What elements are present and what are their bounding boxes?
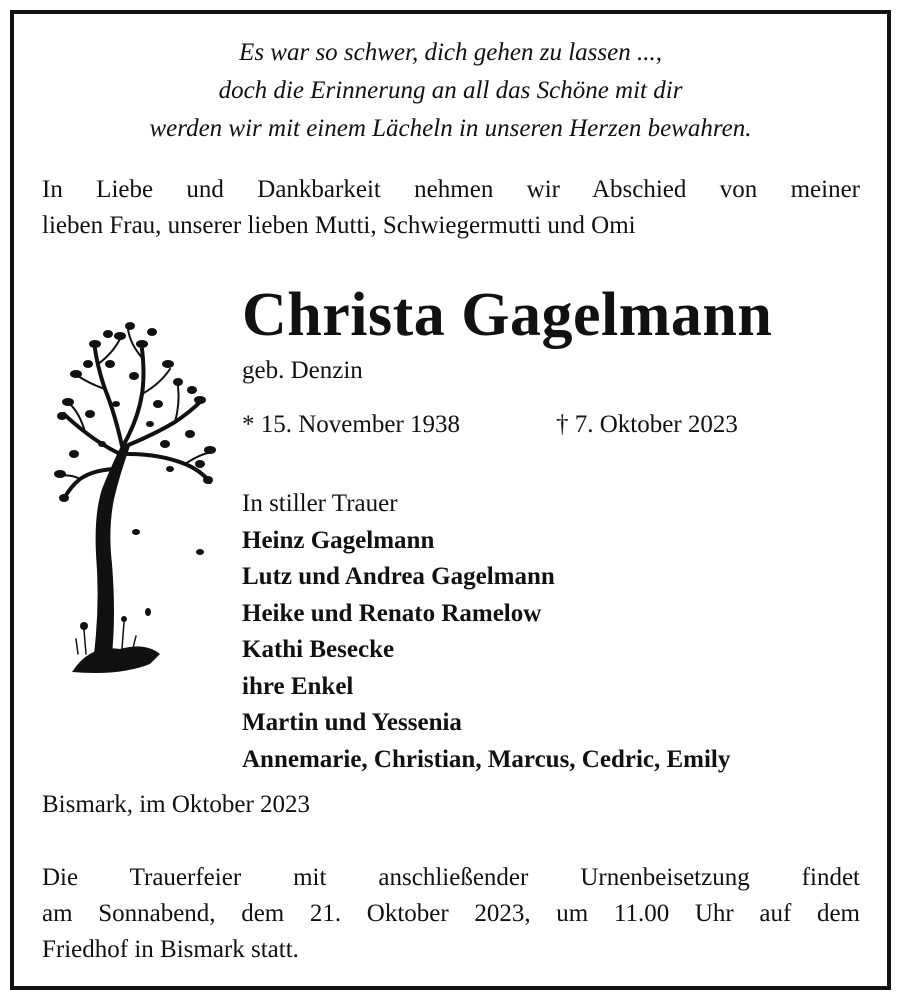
birth-date: * 15. November 1938 bbox=[242, 411, 461, 438]
ceremony-line: am Sonnabend, dem 21. Oktober 2023, um 11.00 Uhr auf dem bbox=[42, 900, 860, 927]
intro-line: lieben Frau, unserer lieben Mutti, Schwiegermutti und Omi bbox=[42, 212, 636, 239]
deceased-name: Christa Gagelmann bbox=[242, 281, 773, 349]
ceremony-line: Die Trauerfeier mit anschließender Urnenbeisetzung findet bbox=[42, 864, 860, 891]
mourner-name: Lutz und Andrea Gagelmann bbox=[242, 563, 555, 590]
birth-name: geb. Denzin bbox=[242, 357, 363, 384]
ceremony-line: Friedhof in Bismark statt. bbox=[42, 936, 299, 963]
tree-silhouette-icon bbox=[50, 304, 220, 684]
death-date: † 7. Oktober 2023 bbox=[556, 411, 738, 438]
poem bbox=[14, 34, 887, 148]
mourner-name: Kathi Besecke bbox=[242, 636, 395, 663]
poem-line: werden wir mit einem Lächeln in unseren Herzen bewahren. bbox=[149, 115, 752, 142]
place-date: Bismark, im Oktober 2023 bbox=[42, 791, 311, 818]
intro-text bbox=[42, 172, 860, 244]
mourner-name: Heinz Gagelmann bbox=[242, 526, 435, 554]
poem-line: doch die Erinnerung an all das Schöne mit dir bbox=[218, 77, 683, 104]
intro-line: In Liebe und Dankbarkeit nehmen wir Abschied von meiner bbox=[42, 176, 860, 203]
mourners-list bbox=[242, 486, 730, 778]
mourner-name: Annemarie, Christian, Marcus, Cedric, Emily bbox=[242, 745, 731, 773]
obituary-frame bbox=[10, 10, 891, 990]
mourner-name: ihre Enkel bbox=[242, 672, 354, 700]
poem-line: Es war so schwer, dich gehen zu lassen ..., bbox=[239, 39, 662, 66]
mourners-heading: In stiller Trauer bbox=[242, 490, 398, 517]
mourner-name: Martin und Yessenia bbox=[242, 709, 462, 736]
mourner-name: Heike und Renato Ramelow bbox=[242, 599, 542, 627]
ceremony-notice bbox=[42, 860, 860, 968]
